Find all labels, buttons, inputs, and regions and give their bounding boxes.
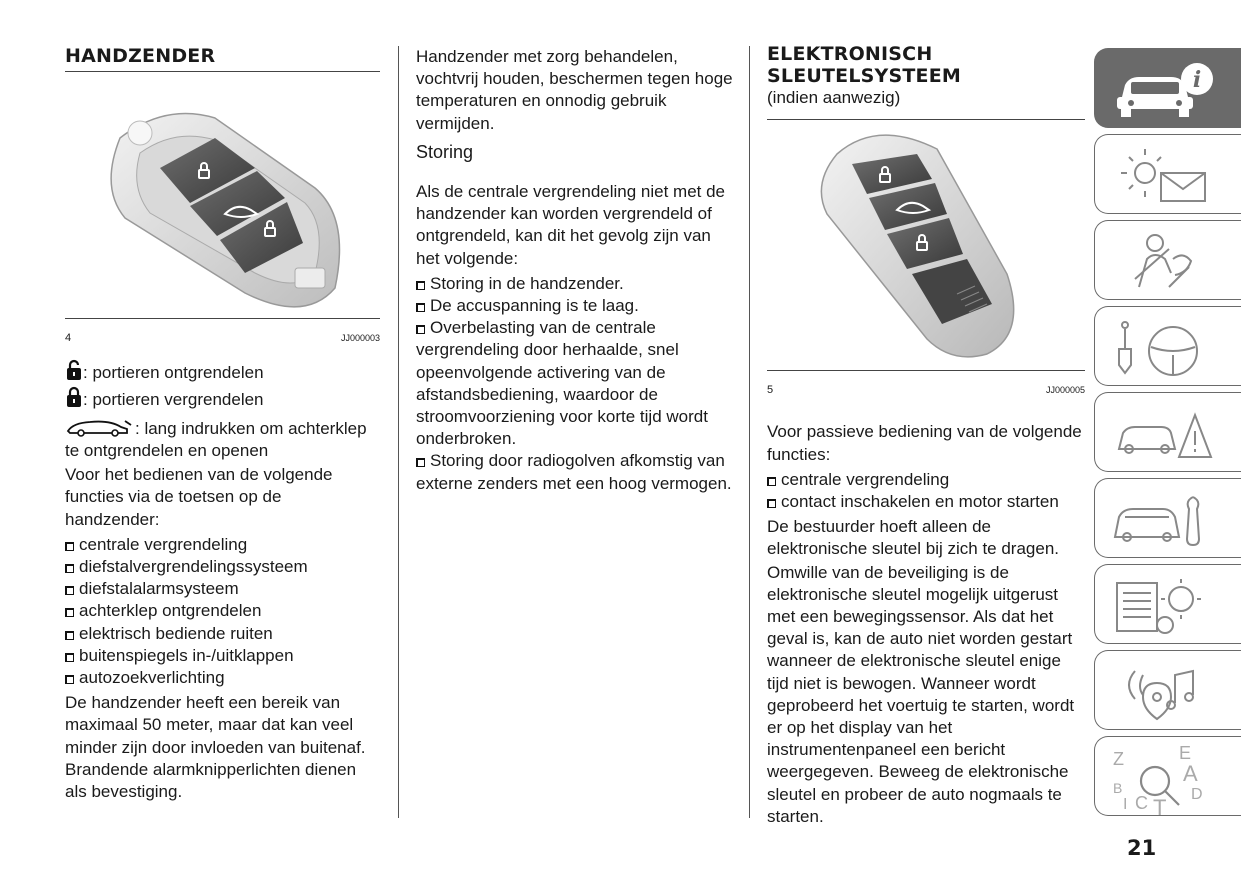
middle-column: [416, 46, 736, 495]
index-letter: A: [1183, 761, 1198, 786]
figure-number: 4: [65, 332, 72, 344]
electronic-key-illustration: [767, 124, 1077, 370]
tab-starting-driving[interactable]: [1094, 306, 1241, 386]
index-search-icon: [1109, 745, 1219, 817]
passive-list: [767, 469, 1085, 513]
bullet-box-icon: [65, 586, 74, 595]
icon-line-lock: [65, 386, 380, 413]
car-maintenance-icon: [1109, 487, 1219, 551]
list-item: centrale vergrendeling: [65, 534, 380, 556]
bullet-box-icon: [767, 477, 776, 486]
tab-warning-lights[interactable]: [1094, 134, 1241, 214]
list-item: autozoekverlichting: [65, 667, 380, 689]
index-letter: D: [1191, 786, 1203, 803]
icon-line-text: : portieren vergrendelen: [83, 390, 264, 410]
list-item: diefstalvergrendelingssysteem: [65, 556, 380, 578]
list-item: contact inschakelen en motor starten: [767, 491, 1085, 513]
title-rule: [65, 71, 380, 72]
tab-emergency[interactable]: [1094, 392, 1241, 472]
figure-5: [767, 124, 1085, 371]
unlock-icon: [65, 359, 83, 381]
remote-key-illustration: [65, 78, 380, 318]
index-letter: I: [1123, 796, 1128, 813]
car-info-icon: [1109, 57, 1219, 121]
list-item: centrale vergrendeling: [767, 469, 1085, 491]
section-title-line1: ELEKTRONISCH: [767, 43, 933, 65]
availability-note: (indien aanwezig): [767, 88, 901, 107]
right-column: [767, 40, 1085, 828]
list-item: elektrisch bediende ruiten: [65, 623, 380, 645]
index-letter: E: [1179, 745, 1192, 763]
tab-index[interactable]: [1094, 736, 1241, 816]
lock-icon: [65, 386, 83, 408]
motion-sensor-paragraph: Omwille van de beveiliging is de elektronische sleutel mogelijk uitgerust met een bewegingssensor. Als dat het geval is, kan de auto niet worden gestart wanneer de elektronische sleutel enige tijd niet is bewogen. Wanneer wordt geprobeerd het voertuig te starten, wordt er op het display van het instrumentenpaneel een bericht weergegeven. Beweeg de elektronische sleutel en probeer de auto nogmaals te starten.: [767, 562, 1075, 826]
bullet-box-icon: [65, 631, 74, 640]
tab-multimedia[interactable]: [1094, 650, 1241, 730]
multimedia-icon: [1109, 659, 1219, 723]
figure-4: [65, 78, 380, 319]
bullet-box-icon: [416, 303, 425, 312]
care-paragraph: Handzender met zorg behandelen, vochtvrij houden, beschermen tegen hoge temperaturen en onnodig gebruik vermijden.: [416, 47, 733, 133]
bullet-box-icon: [65, 564, 74, 573]
index-letter: C: [1135, 793, 1148, 813]
list-item: De accuspanning is te laag.: [416, 295, 736, 317]
driver-paragraph: De bestuurder hoeft alleen de elektronische sleutel bij zich te dragen.: [767, 517, 1059, 559]
index-letter: Z: [1113, 749, 1124, 769]
bullet-box-icon: [767, 499, 776, 508]
storing-list: [416, 273, 736, 495]
icon-line-text: : lang indrukken om achterklep te ontgrendelen en openen: [65, 419, 367, 461]
car-warning-triangle-icon: [1109, 401, 1219, 465]
range-paragraph: De handzender heeft een bereik van maximaal 50 meter, maar dat kan veel minder zijn door invloeden van buitenaf. Brandende alarmknipperlichten dienen als bevestiging.: [65, 693, 366, 802]
list-item: Storing door radiogolven afkomstig van externe zenders met een hoog vermogen.: [416, 451, 732, 493]
figure-4-caption: [65, 327, 380, 349]
column-separator-1: [398, 46, 399, 818]
functions-list: [65, 534, 380, 689]
bullet-box-icon: [65, 608, 74, 617]
icon-line-text: : portieren ontgrendelen: [83, 363, 264, 383]
functions-intro: Voor het bedienen van de volgende functies via de toetsen op de handzender:: [65, 465, 333, 529]
icon-line-tailgate: [65, 417, 380, 462]
svg-text:i: i: [1192, 67, 1202, 93]
technical-data-icon: [1109, 573, 1219, 637]
bullet-box-icon: [416, 325, 425, 334]
tab-technical-data[interactable]: [1094, 564, 1241, 644]
index-letter: B: [1113, 780, 1123, 796]
tab-safety[interactable]: [1094, 220, 1241, 300]
bullet-box-icon: [65, 675, 74, 684]
list-item: Overbelasting van de centrale vergrendeling door herhaalde, snel opeenvolgende activering van de afstandsbediening, waardoor de stroomvoorziening voor korte tijd wordt onderbroken.: [416, 318, 708, 449]
key-steering-wheel-icon: [1109, 315, 1219, 379]
list-item: buitenspiegels in-/uitklappen: [65, 645, 380, 667]
index-letter: T: [1153, 795, 1167, 817]
bullet-box-icon: [416, 281, 425, 290]
car-tailgate-icon: [65, 417, 135, 437]
section-title-handzender: HANDZENDER: [65, 45, 216, 67]
figure-code: JJ000005: [1045, 385, 1085, 396]
safety-airbag-icon: [1109, 229, 1219, 293]
bullet-box-icon: [416, 458, 425, 467]
figure-number: 5: [767, 384, 774, 397]
left-column: [65, 40, 380, 803]
figure-5-caption: [767, 379, 1085, 401]
tab-car-info[interactable]: [1094, 48, 1241, 128]
list-item: diefstalalarmsysteem: [65, 578, 380, 600]
figure-code: JJ000003: [340, 333, 380, 343]
warning-lights-message-icon: [1109, 143, 1219, 207]
list-item: Storing in de handzender.: [416, 273, 736, 295]
column-separator-2: [749, 46, 750, 818]
icon-line-unlock: [65, 359, 380, 386]
passive-intro: Voor passieve bediening van de volgende functies:: [767, 422, 1082, 464]
list-item: achterklep ontgrendelen: [65, 600, 380, 622]
title-rule: [767, 119, 1085, 120]
bullet-box-icon: [65, 653, 74, 662]
storing-heading: Storing: [416, 141, 474, 162]
page-number: 21: [1127, 836, 1157, 860]
section-title-line2: SLEUTELSYSTEEM: [767, 65, 961, 87]
storing-intro: Als de centrale vergrendeling niet met de handzender kan worden vergrendeld of ontgrendeld, kan dit het gevolg zijn van het volgende:: [416, 182, 726, 268]
bullet-box-icon: [65, 542, 74, 551]
tab-maintenance[interactable]: [1094, 478, 1241, 558]
